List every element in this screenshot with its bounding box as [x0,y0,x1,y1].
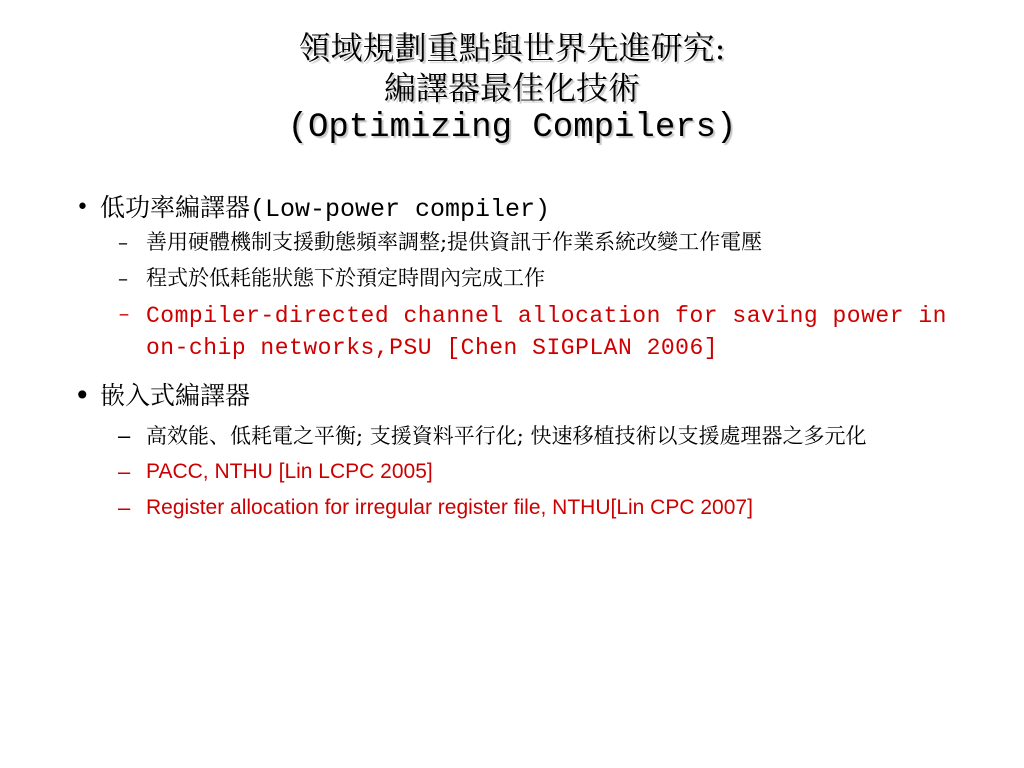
title-line-2: 編譯器最佳化技術 [383,69,640,107]
section-low-power [72,190,1002,228]
section-heading-zh: 嵌入式編譯器 [100,381,251,410]
list-item-text: 善用硬體機制支援動態頻率調整;提供資訊于作業系統改變工作電壓 [146,230,763,254]
title-line-3: (Optimizing Compilers) [287,109,737,147]
list-item [72,264,1002,292]
dash-marker: – [118,230,128,254]
dash-marker: – [118,459,131,484]
list-item-reference [72,494,1002,522]
dash-marker: – [118,495,131,520]
list-item [72,228,1002,256]
bullet-point: • [76,195,89,220]
list-item-text: 程式於低耗能狀態下於預定時間內完成工作 [146,266,545,290]
dash-marker: – [118,266,128,290]
slide-title [0,28,1024,148]
list-item [72,422,1002,450]
list-item-text: Compiler-directed channel allocation for saving power in on-chip networks,PSU [Chen SIGPLAN 2006] [146,303,947,361]
slide-body [72,190,1002,522]
list-item-reference [72,300,1002,364]
section-heading-zh: 低功率編譯器 [100,193,251,222]
dash-marker: – [118,423,131,448]
list-item-text: 高效能、低耗電之平衡; 支援資料平行化; 快速移植技術以支援處理器之多元化 [146,424,867,448]
section-heading-en: (Low-power compiler) [250,195,551,224]
bullet-point: • [74,379,91,412]
list-item-text: PACC, NTHU [Lin LCPC 2005] [146,460,433,483]
list-item-text: Register allocation for irregular register file, NTHU[Lin CPC 2007] [146,496,753,519]
dash-marker: – [118,304,131,327]
list-item-reference [72,458,1002,486]
section-embedded [72,378,1002,414]
title-line-1: 領域規劃重點與世界先進研究: [298,29,726,67]
